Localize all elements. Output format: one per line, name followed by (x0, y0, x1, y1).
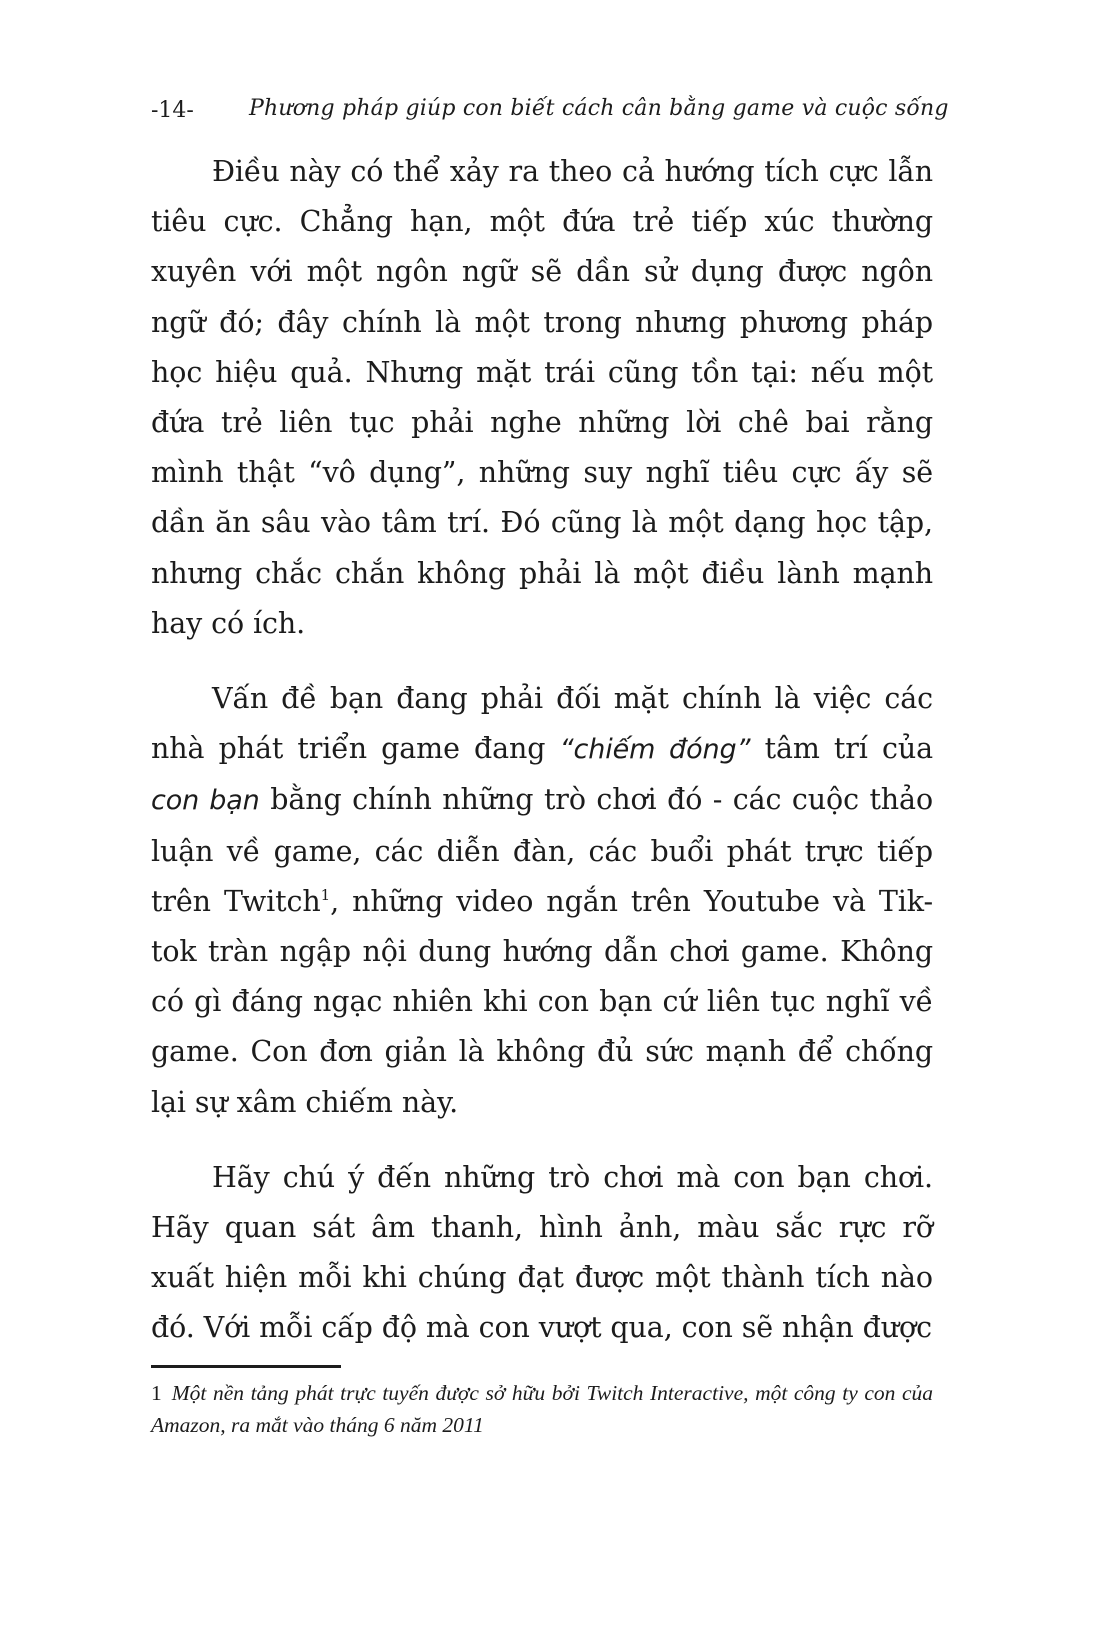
page-header (151, 94, 971, 134)
paragraph-2-text: , những video ngắn trên Youtube và Tik-tok tràn ngập nội dung hướng dẫn chơi game. Không có gì đáng ngạc nhiên khi con bạn cứ liên tục nghĩ về game. Con đơn giản là không đủ sức mạnh để chống lại sự xâm chiếm này. (151, 884, 934, 1119)
footnote (151, 1377, 933, 1441)
emphasis-your-child: con bạn (151, 785, 260, 817)
paragraph-3: Hãy chú ý đến những trò chơi mà con bạn chơi. Hãy quan sát âm thanh, hình ảnh, màu sắc rực rỡ xuất hiện mỗi khi chúng đạt được một thành tích nào đó. Với mỗi cấp độ mà con vượt qua, con sẽ nhận được (151, 1160, 933, 1345)
running-title: Phương pháp giúp con biết cách cân bằng game và cuộc sống (249, 96, 949, 121)
page-number: -14- (151, 98, 194, 123)
paragraph-2-text: bằng chính những trò chơi đó - các cuộc thảo luận về game, các diễn đàn, các buổi phát trực tiếp trên Twitch (151, 783, 934, 918)
footnote-number: 1 (151, 1381, 162, 1405)
paragraph-1: Điều này có thể xảy ra theo cả hướng tích cực lẫn tiêu cực. Chẳng hạn, một đứa trẻ tiếp xúc thường xuyên với một ngôn ngữ sẽ dần sử dụng được ngôn ngữ đó; đây chính là một trong nhưng phương pháp học hiệu quả. Nhưng mặt trái cũng tồn tại: nếu một đứa trẻ liên tục phải nghe những lời chê bai rằng mình thật “vô dụng”, những suy nghĩ tiêu cực ấy sẽ dần ăn sâu vào tâm trí. Đó cũng là một dạng học tập, nhưng chắc chắn không phải là một điều lành mạnh hay có ích. (151, 155, 933, 640)
footnote-reference: 1 (320, 885, 331, 904)
body-text (151, 147, 933, 1379)
emphasis-occupying: “chiếm đóng” (559, 734, 751, 766)
paragraph-2-text: tâm trí của (750, 732, 933, 766)
footnote-text: Một nền tảng phát trực tuyến được sở hữu bởi Twitch Interactive, một công ty con của Amazon, ra mắt vào tháng 6 năm 2011 (151, 1381, 933, 1437)
paragraph-2-text: Vấn đề bạn đang phải đối mặt chính là việc các nhà phát triển game đang (151, 682, 933, 766)
footnote-divider (151, 1365, 341, 1368)
paragraph-2 (151, 674, 933, 1128)
